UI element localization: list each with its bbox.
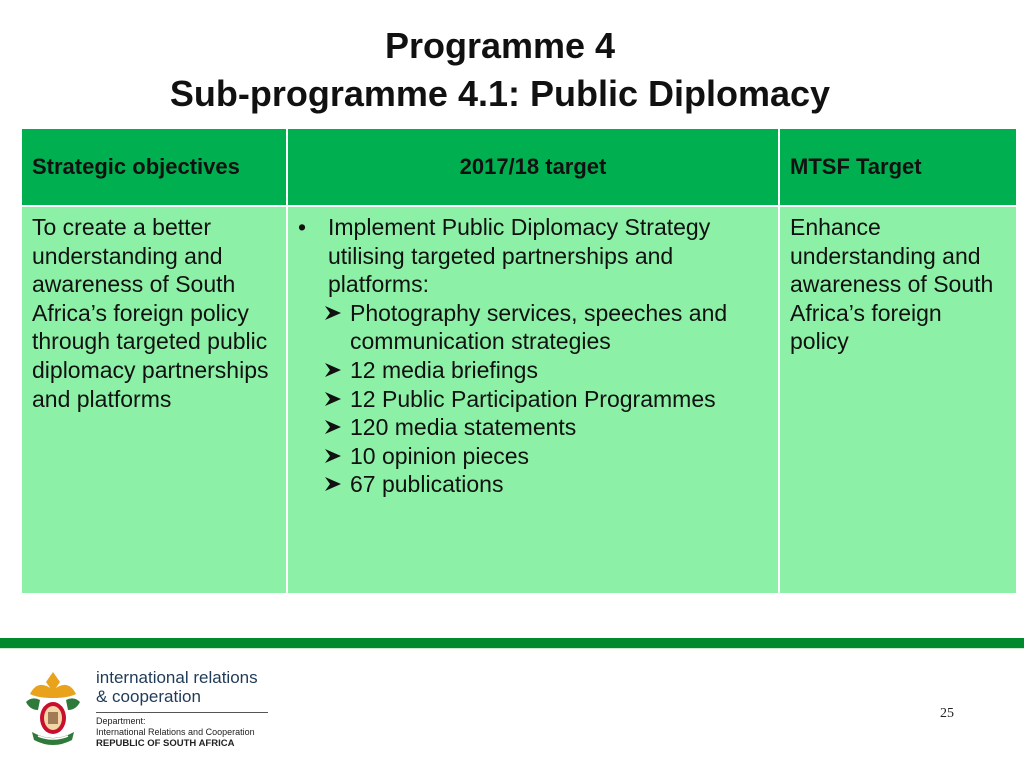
brand-line-2: & cooperation — [96, 687, 201, 706]
page-number: 25 — [940, 706, 954, 721]
coat-of-arms-icon — [24, 668, 82, 750]
objective-cell — [21, 206, 287, 594]
dept-line-3: REPUBLIC OF SOUTH AFRICA — [96, 738, 235, 749]
target-cell — [287, 206, 779, 594]
arrow-bullet-icon — [324, 385, 350, 414]
target-subitems — [298, 299, 768, 499]
title-line-2: Sub-programme 4.1: Public Diplomacy — [169, 73, 831, 114]
mtsf-cell — [779, 206, 1017, 594]
footer-divider — [0, 638, 1024, 648]
title-line-1: Programme 4 — [384, 25, 616, 66]
target-bullet — [298, 213, 768, 299]
list-item: 12 Public Participation Programmes — [324, 385, 768, 414]
list-item: 67 publications — [324, 470, 768, 499]
brand-line-1: international relations — [96, 668, 258, 687]
list-item: Photography services, speeches and communication strategies — [324, 299, 768, 356]
arrow-bullet-icon — [324, 442, 350, 471]
arrow-bullet-icon — [324, 470, 350, 499]
table-row — [21, 206, 1017, 594]
table-header-row — [21, 128, 1017, 206]
bullet-dot-icon: • — [298, 214, 307, 240]
arrow-bullet-icon — [324, 299, 350, 356]
list-item: 10 opinion pieces — [324, 442, 768, 471]
target-bullet-text: Implement Public Diplomacy Strategy utilising targeted partnerships and platforms: — [328, 214, 711, 298]
objective-text: To create a better understanding and awareness of South Africa’s foreign policy through targeted public diplomacy partnerships and platforms — [32, 214, 269, 412]
arrow-bullet-icon — [324, 356, 350, 385]
brand-block — [96, 668, 276, 749]
dept-line-2: International Relations and Cooperation — [96, 727, 255, 737]
footer-divider-thin — [0, 648, 1024, 649]
mtsf-text: Enhance understanding and awareness of South Africa’s foreign policy — [790, 214, 994, 355]
list-item: 12 media briefings — [324, 356, 768, 385]
arrow-bullet-icon — [324, 413, 350, 442]
column-header-target: 2017/18 target — [287, 128, 779, 206]
list-item: 120 media statements — [324, 413, 768, 442]
page-title — [0, 22, 1000, 118]
brand-divider — [96, 712, 268, 713]
column-header-mtsf: MTSF Target — [779, 128, 1017, 206]
dept-line-1: Department: — [96, 716, 146, 726]
column-header-objectives: Strategic objectives — [21, 128, 287, 206]
objectives-table — [20, 127, 1018, 595]
